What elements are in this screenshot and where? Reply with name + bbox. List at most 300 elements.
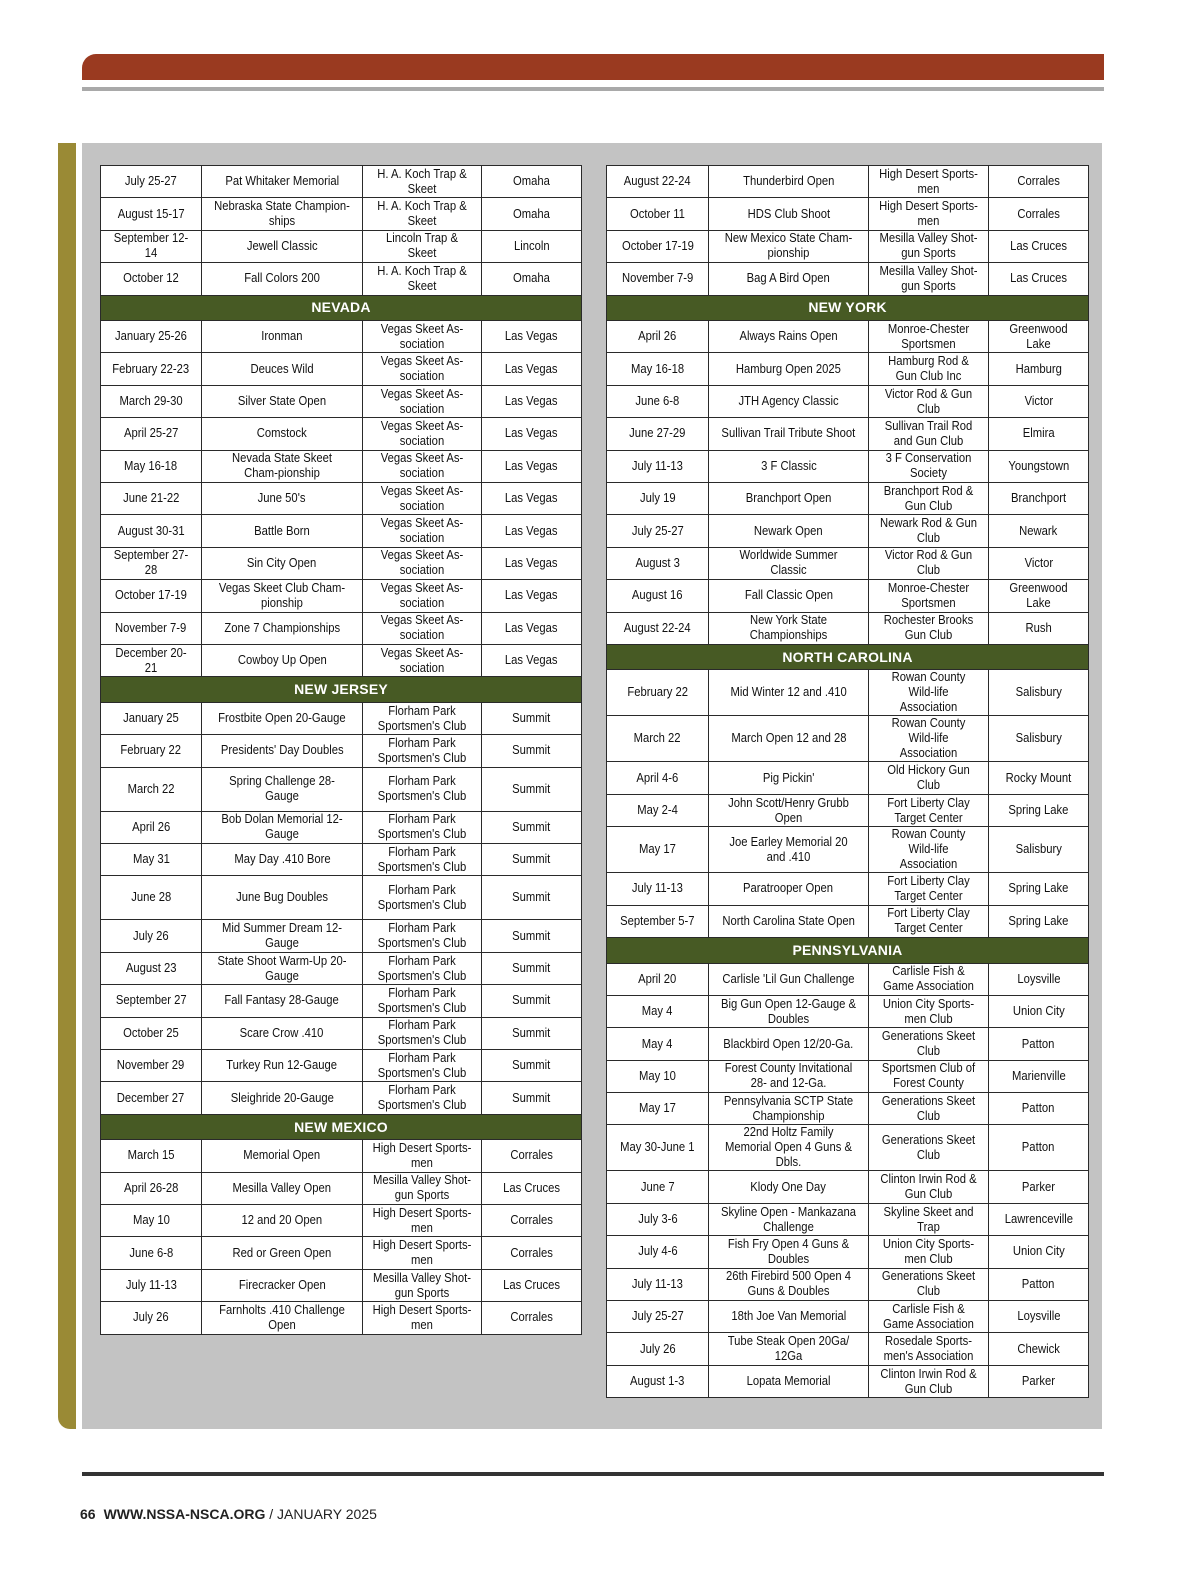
event-date: July 26 <box>133 1310 169 1325</box>
event-date: August 22-24 <box>624 174 691 189</box>
event-row <box>101 1269 582 1301</box>
event-city-cell <box>482 483 582 515</box>
event-date-cell <box>607 905 709 937</box>
event-city: Spring Lake <box>1008 881 1069 896</box>
event-city-cell <box>482 230 582 262</box>
header-color-band <box>82 54 1104 80</box>
event-event: Jewell Classic <box>246 238 318 253</box>
event-event: Klody One Day <box>750 1179 827 1194</box>
event-city: Summit <box>512 819 551 834</box>
event-row <box>607 547 1089 579</box>
event-city-cell <box>989 1028 1089 1060</box>
event-row <box>607 1125 1089 1171</box>
event-date: July 11-13 <box>631 881 684 896</box>
event-club: Rosedale Sports-men's Association <box>883 1334 974 1364</box>
state-name: NEW JERSEY <box>101 677 582 703</box>
event-date: August 30-31 <box>117 523 185 538</box>
event-date: November 7-9 <box>115 620 187 635</box>
event-date: April 26-28 <box>123 1180 179 1195</box>
event-club-cell <box>363 385 482 417</box>
event-date-cell <box>101 1237 202 1269</box>
event-club: High Desert Sports-men <box>372 1238 472 1268</box>
event-club: Victor Rod & Gun Club <box>884 548 973 578</box>
event-event-cell <box>202 198 363 230</box>
event-city: Greenwood Lake <box>1009 321 1068 351</box>
event-event-cell <box>709 612 869 644</box>
event-date-cell <box>607 450 709 482</box>
event-city: Omaha <box>513 206 550 221</box>
event-date-cell <box>101 580 202 612</box>
event-date-cell <box>607 580 709 612</box>
event-date: May 31 <box>132 852 170 867</box>
event-date-cell <box>607 263 709 295</box>
event-club-cell <box>363 1205 482 1237</box>
event-event: Battle Born <box>254 523 310 538</box>
event-date-cell <box>607 794 709 826</box>
event-city: Parker <box>1021 1374 1056 1389</box>
event-event: Spring Challenge 28-Gauge <box>229 774 335 804</box>
event-date-cell <box>607 166 709 198</box>
event-event: Joe Earley Memorial 20 and .410 <box>729 834 848 864</box>
event-city-cell <box>989 418 1089 450</box>
issue-date: JANUARY 2025 <box>277 1506 377 1522</box>
event-event-cell <box>202 767 363 811</box>
event-city-cell <box>482 353 582 385</box>
event-date-cell <box>607 1203 709 1235</box>
event-club-cell <box>363 483 482 515</box>
event-club: Florham Park Sportsmen's Club <box>377 1018 467 1048</box>
event-club: 3 F Conservation Society <box>885 451 972 481</box>
event-club: Vegas Skeet As-sociation <box>380 354 464 384</box>
event-city: Corrales <box>510 1148 553 1163</box>
event-event: Sin City Open <box>247 555 317 570</box>
event-date-cell <box>101 385 202 417</box>
event-city-cell <box>482 811 582 843</box>
event-date-cell <box>607 670 709 716</box>
event-city: Omaha <box>513 174 550 189</box>
left-accent-bar <box>58 143 76 1429</box>
event-event-cell <box>202 1082 363 1114</box>
event-event: Frostbite Open 20-Gauge <box>218 711 346 726</box>
event-date: May 16-18 <box>630 361 685 376</box>
event-club: Rochester Brooks Gun Club <box>883 613 974 643</box>
event-event-cell <box>202 644 363 676</box>
event-row <box>101 702 582 734</box>
event-event: Mesilla Valley Open <box>232 1180 332 1195</box>
event-city-cell <box>482 1049 582 1081</box>
event-date-cell <box>101 547 202 579</box>
event-city: Chewick <box>1017 1341 1060 1356</box>
event-event-cell <box>709 827 869 873</box>
event-date-cell <box>607 198 709 230</box>
event-date: March 15 <box>127 1148 175 1163</box>
event-date: July 4-6 <box>637 1244 678 1259</box>
event-event-cell <box>202 166 363 198</box>
event-event: Fall Fantasy 28-Gauge <box>224 993 340 1008</box>
event-city-cell <box>989 827 1089 873</box>
event-city: Summit <box>512 1025 551 1040</box>
event-city: Las Vegas <box>505 426 558 441</box>
event-event-cell <box>709 670 869 716</box>
event-event: Bag A Bird Open <box>746 271 831 286</box>
event-city-cell <box>482 1172 582 1204</box>
event-city-cell <box>482 1082 582 1114</box>
event-event: Comstock <box>256 426 308 441</box>
event-city-cell <box>989 353 1089 385</box>
event-city-cell <box>482 385 582 417</box>
event-date: May 10 <box>132 1213 170 1228</box>
event-event: Zone 7 Championships <box>224 620 340 635</box>
event-row <box>607 166 1089 198</box>
event-event-cell <box>709 1268 869 1300</box>
event-city: Loysville <box>1016 1309 1061 1324</box>
event-club-cell <box>363 952 482 984</box>
event-city: Las Vegas <box>505 620 558 635</box>
event-event-cell <box>202 920 363 952</box>
page-number: 66 <box>80 1506 96 1522</box>
event-event: Presidents' Day Doubles <box>220 743 344 758</box>
event-date: June 27-29 <box>629 426 686 441</box>
event-city-cell <box>482 767 582 811</box>
event-city-cell <box>482 321 582 353</box>
event-event: Skyline Open - Mankazana Challenge <box>720 1204 857 1234</box>
event-city-cell <box>989 483 1089 515</box>
event-date: February 22 <box>120 743 182 758</box>
event-club-cell <box>363 1049 482 1081</box>
event-city-cell <box>989 263 1089 295</box>
event-city: Las Vegas <box>505 588 558 603</box>
event-date: November 29 <box>117 1058 185 1073</box>
event-club-cell <box>363 230 482 262</box>
event-date-cell <box>607 1333 709 1365</box>
event-event-cell <box>202 483 363 515</box>
event-row <box>101 166 582 198</box>
event-event: June Bug Doubles <box>236 890 328 905</box>
event-event: Carlisle 'Lil Gun Challenge <box>722 971 855 986</box>
event-row <box>101 1205 582 1237</box>
event-date: June 21-22 <box>122 491 180 506</box>
event-city: Youngstown <box>1008 458 1069 473</box>
event-club-cell <box>869 353 989 385</box>
state-section-header <box>101 1114 582 1140</box>
event-date-cell <box>101 418 202 450</box>
event-event: Fall Classic Open <box>744 588 833 603</box>
event-date: August 1-3 <box>630 1374 685 1389</box>
site-url: WWW.NSSA-NSCA.ORG <box>103 1506 266 1522</box>
event-club: Union City Sports-men Club <box>882 996 975 1026</box>
event-event: Scare Crow .410 <box>240 1025 324 1040</box>
event-city-cell <box>989 230 1089 262</box>
event-club: Vegas Skeet As-sociation <box>380 386 464 416</box>
event-row <box>101 920 582 952</box>
event-event: Hamburg Open 2025 <box>735 361 842 376</box>
event-city-cell <box>482 1140 582 1172</box>
event-club-cell <box>869 580 989 612</box>
event-club-cell <box>363 166 482 198</box>
event-city: Las Vegas <box>505 458 558 473</box>
event-date: January 25 <box>123 711 179 726</box>
event-club-cell <box>363 811 482 843</box>
event-date: December 27 <box>117 1090 185 1105</box>
event-club: Rowan County Wild-life Association <box>891 716 966 761</box>
event-city: Patton <box>1022 1276 1055 1291</box>
state-name: NEW YORK <box>607 295 1089 321</box>
event-date-cell <box>607 612 709 644</box>
event-club-cell <box>363 1017 482 1049</box>
event-club-cell <box>869 385 989 417</box>
event-event: Branchport Open <box>745 491 832 506</box>
event-event-cell <box>202 844 363 876</box>
event-club-cell <box>869 963 989 995</box>
event-row <box>101 580 582 612</box>
event-event: Newark Open <box>754 523 823 538</box>
event-row <box>101 1082 582 1114</box>
event-event-cell <box>202 1302 363 1334</box>
event-club: H. A. Koch Trap & Skeet <box>377 263 467 293</box>
event-club: Generations Skeet Club <box>881 1132 976 1162</box>
event-city-cell <box>482 952 582 984</box>
event-club: Florham Park Sportsmen's Club <box>377 703 467 733</box>
event-event-cell <box>709 1093 869 1125</box>
event-date: July 11-13 <box>631 1276 684 1291</box>
event-row <box>101 418 582 450</box>
event-club-cell <box>363 612 482 644</box>
event-city: Corrales <box>510 1245 553 1260</box>
event-event-cell <box>709 995 869 1027</box>
event-city: Lawrenceville <box>1004 1212 1073 1227</box>
state-section-header <box>101 295 582 321</box>
event-club-cell <box>869 827 989 873</box>
event-city: Union City <box>1012 1004 1065 1019</box>
event-city-cell <box>989 1203 1089 1235</box>
event-club: Rowan County Wild-life Association <box>891 670 966 715</box>
event-city-cell <box>989 166 1089 198</box>
event-club: Mesilla Valley Shot-gun Sports <box>373 1270 471 1300</box>
event-date: July 3-6 <box>637 1212 678 1227</box>
event-city-cell <box>989 1125 1089 1171</box>
event-event-cell <box>709 1301 869 1333</box>
event-city: Elmira <box>1022 426 1055 441</box>
event-date: July 26 <box>133 928 169 943</box>
event-date: May 16-18 <box>124 458 178 473</box>
event-club-cell <box>363 1237 482 1269</box>
header-rule <box>82 87 1104 91</box>
event-date: May 4 <box>642 1036 673 1051</box>
event-city: Salisbury <box>1015 842 1062 857</box>
event-club: Florham Park Sportsmen's Club <box>377 953 467 983</box>
event-event: 26th Firebird 500 Open 4 Guns & Doubles <box>725 1269 852 1299</box>
event-event: Pennsylvania SCTP State Championship <box>723 1093 854 1123</box>
event-date-cell <box>607 230 709 262</box>
event-club: Vegas Skeet As-sociation <box>380 613 464 643</box>
event-event-cell <box>202 1017 363 1049</box>
event-event-cell <box>709 762 869 794</box>
event-event: Thunderbird Open <box>742 174 835 189</box>
event-date: August 16 <box>632 588 683 603</box>
event-city-cell <box>482 702 582 734</box>
event-club: Vegas Skeet As-sociation <box>380 580 464 610</box>
event-date-cell <box>101 985 202 1017</box>
event-club-cell <box>869 905 989 937</box>
event-date: August 23 <box>125 961 177 975</box>
event-event: Firecracker Open <box>238 1278 326 1293</box>
event-date-cell <box>607 873 709 905</box>
event-date: June 6-8 <box>635 394 680 409</box>
event-club: Florham Park Sportsmen's Club <box>377 735 467 765</box>
event-date: July 25-27 <box>631 523 684 538</box>
event-city: Patton <box>1022 1140 1055 1155</box>
event-club-cell <box>363 515 482 547</box>
event-event-cell <box>709 353 869 385</box>
event-event-cell <box>202 811 363 843</box>
event-date-cell <box>607 353 709 385</box>
event-row <box>607 321 1089 353</box>
event-club: Florham Park Sportsmen's Club <box>377 812 467 842</box>
event-row <box>101 735 582 767</box>
event-date-cell <box>607 1268 709 1300</box>
event-row <box>101 644 582 676</box>
event-event: HDS Club Shoot <box>747 206 830 221</box>
event-event: June 50's <box>258 491 306 506</box>
event-row <box>101 230 582 262</box>
event-club: Mesilla Valley Shot-gun Sports <box>879 263 978 293</box>
event-event-cell <box>202 385 363 417</box>
event-city: Las Cruces <box>1010 271 1067 286</box>
event-city-cell <box>482 1237 582 1269</box>
event-row <box>101 811 582 843</box>
event-date: February 22 <box>627 685 688 700</box>
event-event-cell <box>709 905 869 937</box>
event-event: May Day .410 Bore <box>233 852 331 867</box>
event-row <box>101 198 582 230</box>
event-row <box>607 670 1089 716</box>
event-city-cell <box>482 1017 582 1049</box>
event-city: Rush <box>1025 620 1052 635</box>
event-date-cell <box>101 515 202 547</box>
event-date: April 4-6 <box>636 770 679 785</box>
event-event: 12 and 20 Open <box>241 1213 323 1228</box>
event-city: Rocky Mount <box>1005 770 1072 785</box>
event-club-cell <box>869 1203 989 1235</box>
event-city-cell <box>482 198 582 230</box>
event-event-cell <box>709 385 869 417</box>
event-date: April 20 <box>638 971 677 986</box>
event-event: Mid Summer Dream 12-Gauge <box>221 921 343 951</box>
event-row <box>101 612 582 644</box>
event-row <box>607 873 1089 905</box>
event-city-cell <box>989 762 1089 794</box>
event-club: High Desert Sports-men <box>372 1140 472 1170</box>
event-club: Victor Rod & Gun Club <box>884 386 973 416</box>
event-date-cell <box>101 612 202 644</box>
event-club: Lincoln Trap & Skeet <box>386 231 458 261</box>
event-event-cell <box>709 1125 869 1171</box>
event-city: Union City <box>1012 1244 1065 1259</box>
event-event: 22nd Holtz Family Memorial Open 4 Guns & Dbls. <box>725 1125 852 1170</box>
event-club-cell <box>869 1028 989 1060</box>
event-event: Fish Fry Open 4 Guns & Doubles <box>727 1236 850 1266</box>
event-event: Farnholts .410 Challenge Open <box>219 1302 345 1332</box>
event-event-cell <box>709 483 869 515</box>
event-city: Las Vegas <box>505 523 558 538</box>
event-event-cell <box>709 1171 869 1203</box>
event-club-cell <box>869 1236 989 1268</box>
event-club-cell <box>363 1302 482 1334</box>
event-event-cell <box>709 794 869 826</box>
event-date-cell <box>607 827 709 873</box>
event-club-cell <box>363 702 482 734</box>
event-club-cell <box>869 716 989 762</box>
event-date-cell <box>607 762 709 794</box>
event-city-cell <box>989 1060 1089 1092</box>
event-city-cell <box>482 612 582 644</box>
event-row <box>101 353 582 385</box>
event-city-cell <box>482 735 582 767</box>
event-event-cell <box>202 547 363 579</box>
event-event-cell <box>202 702 363 734</box>
event-date-cell <box>101 353 202 385</box>
event-row <box>101 547 582 579</box>
event-date: October 12 <box>123 271 179 286</box>
event-date-cell <box>607 321 709 353</box>
event-city-cell <box>482 920 582 952</box>
event-event: Memorial Open <box>243 1148 321 1163</box>
event-row <box>607 827 1089 873</box>
event-row <box>607 1093 1089 1125</box>
event-club-cell <box>363 985 482 1017</box>
event-club-cell <box>363 767 482 811</box>
event-date: April 26 <box>131 819 171 834</box>
event-event-cell <box>709 1236 869 1268</box>
event-city: Las Cruces <box>503 1278 560 1293</box>
event-date-cell <box>607 1365 709 1397</box>
event-city: Corrales <box>510 1310 553 1325</box>
event-event-cell <box>202 985 363 1017</box>
event-event: Ironman <box>261 329 303 344</box>
event-city-cell <box>989 580 1089 612</box>
event-event-cell <box>202 263 363 295</box>
event-date: March 22 <box>634 731 681 746</box>
event-date: July 19 <box>639 491 676 506</box>
event-club: Florham Park Sportsmen's Club <box>377 985 467 1015</box>
event-club: Florham Park Sportsmen's Club <box>377 844 467 874</box>
event-date: May 30-June 1 <box>620 1140 695 1155</box>
event-city: Marienville <box>1011 1068 1066 1083</box>
event-city-cell <box>989 321 1089 353</box>
event-club-cell <box>869 166 989 198</box>
event-city: Greenwood Lake <box>1009 580 1068 610</box>
event-date-cell <box>607 716 709 762</box>
event-club: Florham Park Sportsmen's Club <box>377 1083 467 1113</box>
event-date: October 11 <box>630 206 685 221</box>
event-club-cell <box>869 263 989 295</box>
event-club: Florham Park Sportsmen's Club <box>377 882 467 912</box>
event-row <box>101 1172 582 1204</box>
event-event: JTH Agency Classic <box>738 394 839 409</box>
event-row <box>607 1060 1089 1092</box>
event-club-cell <box>363 450 482 482</box>
event-date-cell <box>101 1302 202 1334</box>
event-event-cell <box>709 321 869 353</box>
event-row <box>607 418 1089 450</box>
event-city-cell <box>989 716 1089 762</box>
event-club-cell <box>869 1171 989 1203</box>
event-city: Summit <box>512 993 551 1008</box>
event-date: July 25-27 <box>631 1309 684 1324</box>
event-row <box>101 385 582 417</box>
state-name: NORTH CAROLINA <box>607 644 1089 670</box>
event-date-cell <box>607 1093 709 1125</box>
